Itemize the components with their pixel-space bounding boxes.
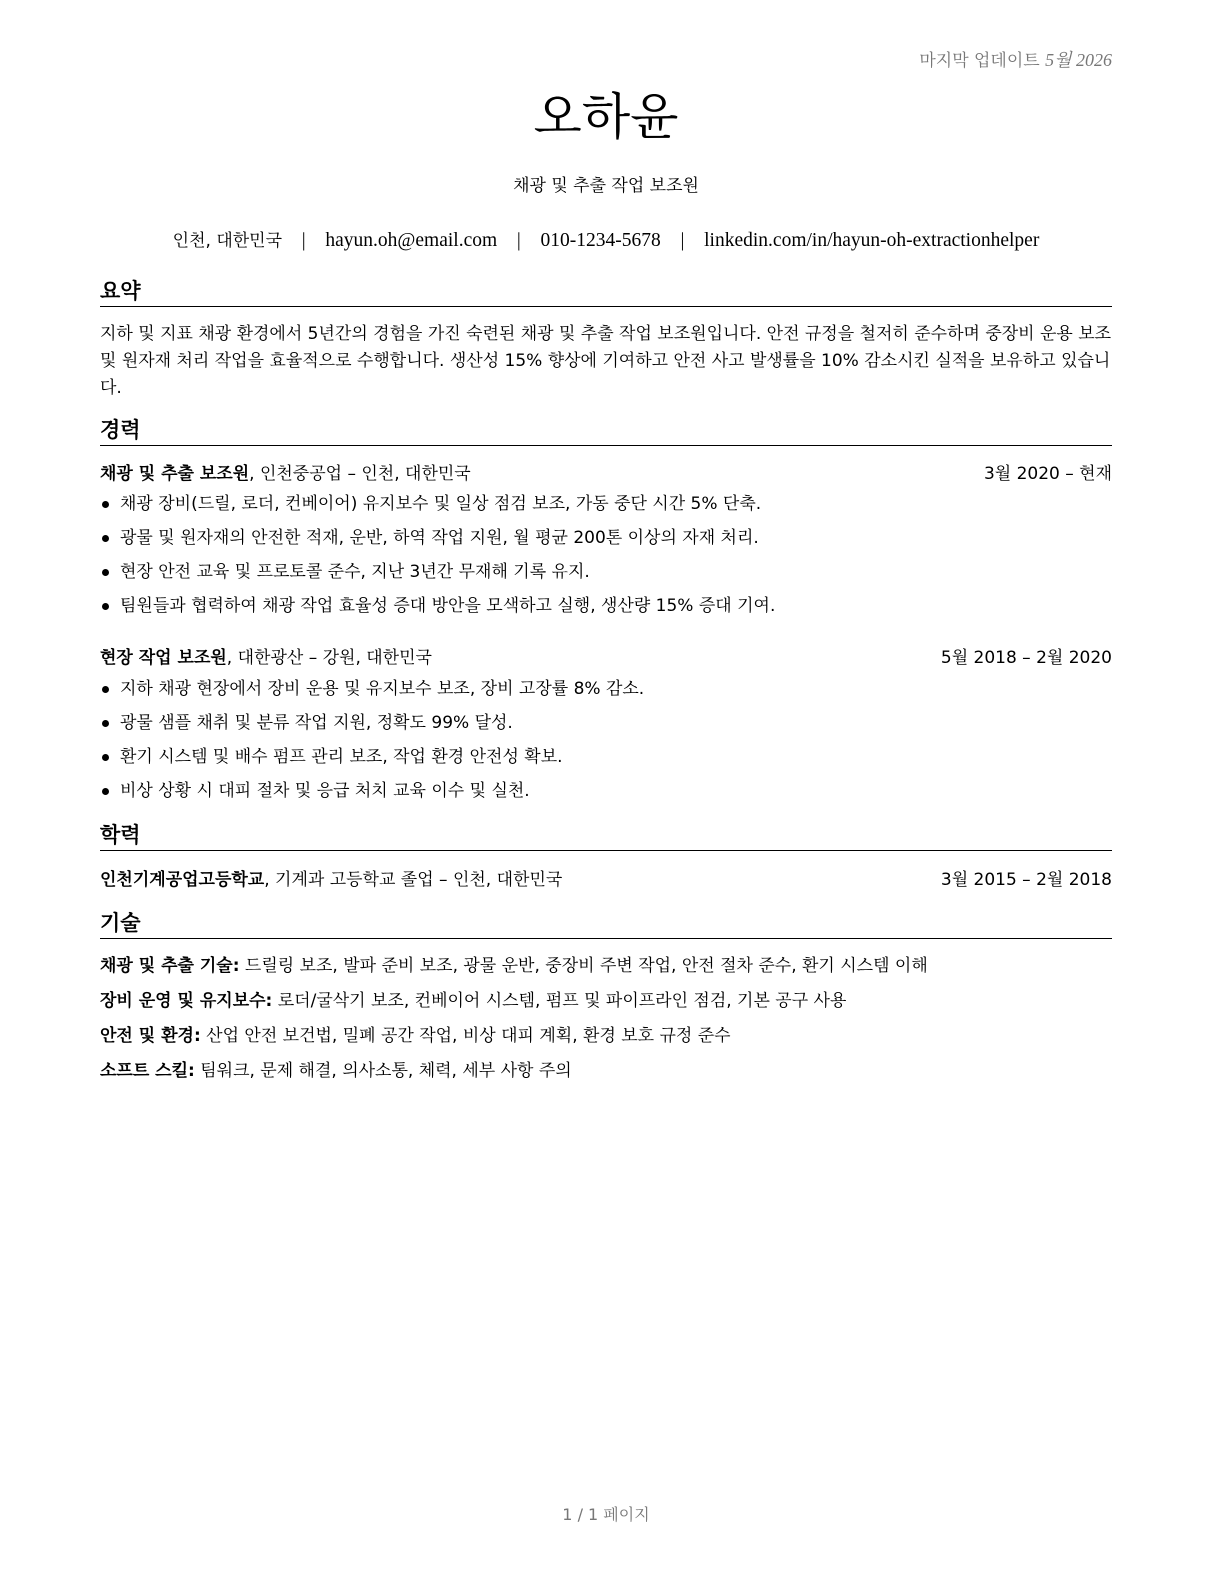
- list-item: [100, 594, 1112, 628]
- section-title-education: 학력: [100, 822, 1112, 851]
- bullet-icon: [102, 788, 109, 795]
- bullet-text: 광물 및 원자재의 안전한 적재, 운반, 하역 작업 지원, 월 평균 200톤 이상의 자재 처리.: [120, 528, 759, 548]
- list-item: [100, 745, 1112, 779]
- resume-page: [100, 0, 1112, 1584]
- skill-row: [100, 989, 1112, 1013]
- education-details: , 기계과 고등학교 졸업 – 인천, 대한민국: [264, 870, 563, 890]
- contact-separator: |: [516, 230, 521, 251]
- summary-text: 지하 및 지표 채광 환경에서 5년간의 경험을 가진 숙련된 채광 및 추출 작업 보조원입니다. 안전 규정을 철저히 준수하며 중장비 운용 보조 및 원자재 처리 작업을 효율적으로 수행합니다. 생산성 15% 향상에 기여하고 안전 사고 발생률을 10% 감소시킨 실적을 보유하고 있습니다.: [100, 324, 1112, 398]
- list-item: [100, 492, 1112, 526]
- bullet-text: 광물 샘플 채취 및 분류 작업 지원, 정확도 99% 달성.: [120, 713, 513, 733]
- contact-separator: |: [680, 230, 685, 251]
- skill-value: 드릴링 보조, 발파 준비 보조, 광물 운반, 중장비 주변 작업, 안전 절차 준수, 환기 시스템 이해: [239, 956, 928, 976]
- bullet-text: 채광 장비(드릴, 로더, 컨베이어) 유지보수 및 일상 점검 보조, 가동 중단 시간 5% 단축.: [120, 494, 762, 514]
- job-header: [100, 462, 1112, 486]
- job-details: , 대한광산 – 강원, 대한민국: [226, 648, 432, 668]
- contact-email[interactable]: hayun.oh@email.com: [325, 230, 498, 251]
- education-school: 인천기계공업고등학교: [100, 870, 265, 890]
- job-position: 현장 작업 보조원: [100, 648, 227, 668]
- list-item: [100, 711, 1112, 745]
- skill-value: 팀워크, 문제 해결, 의사소통, 체력, 세부 사항 주의: [194, 1061, 572, 1081]
- job-details: , 인천중공업 – 인천, 대한민국: [249, 464, 471, 484]
- bullet-icon: [102, 720, 109, 727]
- list-item: [100, 779, 1112, 813]
- list-item: [100, 526, 1112, 560]
- list-item: [100, 677, 1112, 711]
- bullet-text: 비상 상황 시 대피 절차 및 응급 처치 교육 이수 및 실천.: [120, 781, 530, 801]
- contact-linkedin[interactable]: linkedin.com/in/hayun-oh-extractionhelper: [704, 230, 1040, 251]
- skill-label: 장비 운영 및 유지보수:: [100, 991, 273, 1011]
- contact-separator: |: [301, 230, 306, 251]
- job-dates: 5월 2018 – 2월 2020: [940, 648, 1112, 668]
- education-entry: [100, 868, 1112, 892]
- bullet-text: 환기 시스템 및 배수 펌프 관리 보조, 작업 환경 안전성 확보.: [120, 747, 563, 767]
- bullet-text: 팀원들과 협력하여 채광 작업 효율성 증대 방안을 모색하고 실행, 생산량 15% 증대 기여.: [120, 596, 776, 616]
- bullet-text: 현장 안전 교육 및 프로토콜 준수, 지난 3년간 무재해 기록 유지.: [120, 562, 590, 582]
- bullet-icon: [102, 686, 109, 693]
- skill-label: 안전 및 환경:: [100, 1026, 201, 1046]
- skill-row: [100, 1059, 1112, 1083]
- bullet-icon: [102, 501, 109, 508]
- bullet-icon: [102, 603, 109, 610]
- last-updated-date: 5월 2026: [1045, 50, 1112, 70]
- last-updated: [919, 46, 1112, 72]
- bullet-icon: [102, 535, 109, 542]
- skill-row: [100, 954, 1112, 978]
- candidate-role: 채광 및 추출 작업 보조원: [513, 176, 699, 196]
- section-title-skills: 기술: [100, 910, 1112, 939]
- education-dates: 3월 2015 – 2월 2018: [940, 870, 1112, 890]
- bullet-icon: [102, 569, 109, 576]
- list-item: [100, 560, 1112, 594]
- candidate-name: 오하윤: [533, 88, 679, 146]
- job-bullets: [100, 492, 1112, 628]
- skill-value: 로더/굴삭기 보조, 컨베이어 시스템, 펌프 및 파이프라인 점검, 기본 공구 사용: [272, 991, 847, 1011]
- skill-label: 소프트 스킬:: [100, 1061, 195, 1081]
- job-dates: 3월 2020 – 현재: [983, 464, 1112, 484]
- job-bullets: [100, 677, 1112, 813]
- job-header: [100, 646, 1112, 670]
- bullet-text: 지하 채광 현장에서 장비 운용 및 유지보수 보조, 장비 고장률 8% 감소.: [120, 679, 645, 699]
- skill-row: [100, 1024, 1112, 1048]
- contact-phone: 010-1234-5678: [540, 230, 661, 251]
- section-title-experience: 경력: [100, 417, 1112, 446]
- page-number: 1 / 1 페이지: [562, 1505, 650, 1524]
- contact-line: [100, 226, 1112, 252]
- job-position: 채광 및 추출 보조원: [100, 464, 250, 484]
- skill-value: 산업 안전 보건법, 밀폐 공간 작업, 비상 대피 계획, 환경 보호 규정 준수: [200, 1026, 731, 1046]
- contact-location: 인천, 대한민국: [172, 231, 283, 251]
- skill-label: 채광 및 추출 기술:: [100, 956, 240, 976]
- section-title-summary: 요약: [100, 278, 1112, 307]
- last-updated-label: 마지막 업데이트: [919, 51, 1040, 71]
- bullet-icon: [102, 754, 109, 761]
